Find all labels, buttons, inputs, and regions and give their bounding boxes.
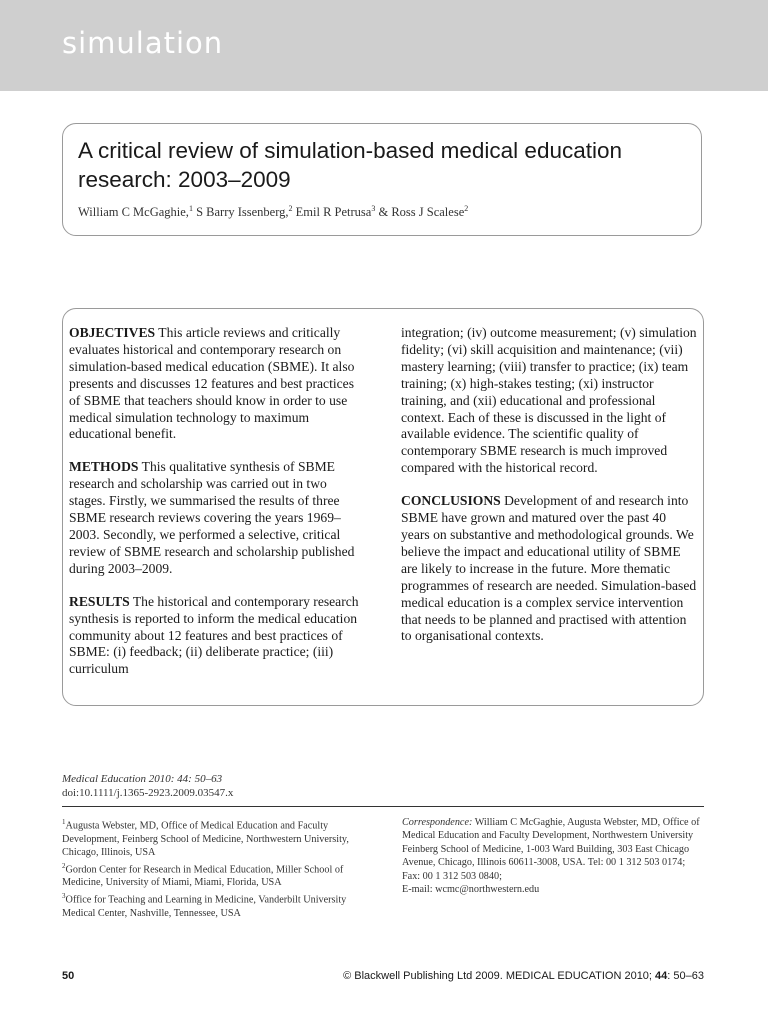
journal-citation: Medical Education 2010: 44: 50–63: [62, 773, 223, 785]
author-affiliation-mark: 2: [464, 204, 469, 213]
title-box: [62, 123, 702, 236]
author-name: & Ross J Scalese: [375, 205, 465, 220]
affiliation-item: [62, 816, 372, 860]
affiliations: [62, 816, 372, 920]
affiliation-text: Gordon Center for Research in Medical Education, Miller School of Medicine, University of Miami, Miami, Florida, USA: [62, 864, 344, 889]
section-banner: [0, 0, 768, 91]
abstract-box: [62, 308, 704, 706]
objectives-heading: OBJECTIVES: [69, 325, 156, 340]
objectives-text: This article reviews and critically evaluates historical and contemporary research on simulation-based medical education (SBME). It also presents and discusses 12 features and best practices of SBME that teachers should know in order to use medical simulation technology to maximum educational benefit.: [69, 325, 355, 442]
correspondence-email: E-mail: wcmc@northwestern.edu: [402, 884, 540, 896]
affiliation-item: [62, 860, 372, 890]
volume-number: 44: [655, 970, 668, 982]
affiliation-text: Augusta Webster, MD, Office of Medical Education and Faculty Development, Feinberg School of Medicine, Northwestern University, Chicago, Illinois, USA: [62, 820, 349, 859]
author-name: Emil R Petrusa: [292, 205, 372, 220]
abstract-right-column: [401, 325, 697, 661]
page-number: 50: [62, 970, 75, 982]
divider: [62, 806, 704, 807]
correspondence-label: Correspondence:: [402, 817, 473, 828]
abstract-results: [69, 594, 365, 679]
article-title: A critical review of simulation-based medical education research: 2003–2009: [78, 138, 623, 192]
results-continued: integration; (iv) outcome measurement; (v) simulation fidelity; (vi) skill acquisition and maintenance; (vii) mastery learning; (viii) transfer to practice; (ix) team training; (x) high-stakes testing; (xi) instructor training, and (xii) educational and professional context. Each of these is discussed in the light of available evidence. The scientific quality of contemporary SBME research is much improved compared with the historical record.: [401, 325, 697, 476]
footer-copyright: [343, 970, 704, 982]
author-list: [78, 204, 688, 220]
abstract-left-column: [69, 325, 365, 694]
methods-text: This qualitative synthesis of SBME research and scholarship was carried out in two stages. Firstly, we summarised the results of three SBME research reviews covering the years 1969–2003. Secondly, we performed a selective, critical review of SBME research and scholarship published during 2003–2009.: [69, 459, 355, 576]
author-name: William C McGaghie,: [78, 205, 189, 220]
page-range: : 50–63: [667, 970, 704, 982]
correspondence: [402, 816, 704, 896]
author-name: S Barry Issenberg,: [192, 205, 289, 220]
doi: doi:10.1111/j.1365-2923.2009.03547.x: [62, 787, 234, 799]
results-heading: RESULTS: [69, 593, 130, 609]
author-affiliation-mark: 2: [288, 204, 293, 213]
affiliation-mark: 3: [62, 891, 66, 900]
author-affiliation-mark: 3: [371, 204, 376, 213]
methods-heading: METHODS: [69, 459, 139, 475]
copyright-text: © Blackwell Publishing Ltd 2009. MEDICAL EDUCATION 2010;: [343, 970, 652, 982]
abstract-objectives: [69, 325, 365, 443]
conclusions-heading: CONCLUSIONS: [401, 493, 501, 509]
abstract-conclusions: [401, 493, 697, 645]
correspondence-text: William C McGaghie, Augusta Webster, MD, Office of Medical Education and Faculty Development, Northwestern University Feinberg School of Medicine, 1-003 Ward Building, 303 East Chicago Avenue, Chicago, Illinois 60611-3008, USA. Tel: 00 1 312 503 0174; Fax: 00 1 312 503 0840;: [402, 817, 700, 882]
affiliation-mark: 2: [62, 861, 66, 870]
affiliation-mark: 1: [62, 818, 66, 826]
author-affiliation-mark: 1: [188, 204, 193, 213]
affiliation-text: Office for Teaching and Learning in Medicine, Vanderbilt University Medical Center, Nashville, Tennessee, USA: [62, 894, 347, 919]
citation-block: [62, 772, 233, 800]
conclusions-text: Development of and research into SBME have grown and matured over the past 40 years on substantive and methodological grounds. We believe the impact and educational utility of SBME are likely to increase in the future. More thematic programmes of research are needed. Simulation-based medical education is a complex service intervention that needs to be planned and practised with attention to organisational contexts.: [401, 493, 697, 644]
affiliation-item: [62, 890, 372, 920]
section-label: simulation: [62, 26, 224, 60]
results-text: The historical and contemporary research synthesis is reported to inform the medical education community about 12 features and best practices of SBME: (i) feedback; (ii) deliberate practice; (iii) curriculum: [69, 593, 359, 677]
abstract-methods: [69, 459, 365, 577]
